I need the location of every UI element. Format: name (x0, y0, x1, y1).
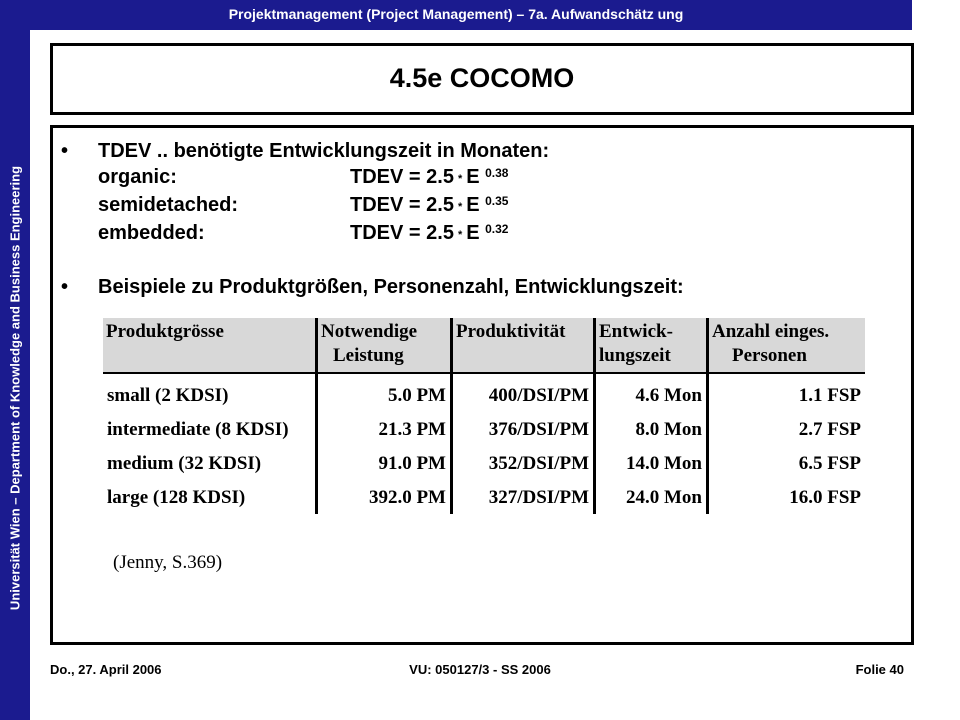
tdev-base: E (466, 166, 480, 188)
table-row (103, 446, 865, 480)
sidebar-text: Universität Wien – Department of Knowledge and Business Engineering (7, 165, 23, 611)
bullet-dot-1: • (61, 140, 69, 162)
slide-title-box (50, 43, 914, 115)
tdev-formula (350, 194, 508, 217)
sidebar-bar (0, 30, 30, 720)
tdev-mode: embedded: (98, 222, 205, 244)
product-size-table (103, 318, 865, 514)
bullet-2-text: Beispiele zu Produktgrößen, Personenzahl, Entwicklungszeit: (98, 276, 684, 298)
tdev-line-semidetached (98, 194, 509, 217)
header-line: Produktgrösse (106, 321, 224, 342)
bullet-dot-2: • (61, 276, 69, 298)
table-header-row (103, 318, 865, 373)
table-cell: 352/DSI/PM (452, 446, 595, 480)
header-line: Personen (732, 345, 807, 366)
table-cell: 91.0 PM (317, 446, 452, 480)
header-line: Anzahl einges. (712, 321, 830, 342)
header-title: Projektmanagement (Project Management) – 7a. Aufwandschätz ung (228, 6, 684, 22)
tdev-exponent: 0.38 (485, 166, 509, 180)
footer-date: Do., 27. April 2006 (50, 662, 162, 677)
multiply-sign: * (457, 201, 463, 213)
header-line: Leistung (333, 345, 404, 366)
multiply-sign: * (457, 229, 463, 241)
table-header-cell (103, 318, 317, 373)
table-cell: 5.0 PM (317, 373, 452, 412)
table-header-cell (452, 318, 595, 373)
table-cell: medium (32 KDSI) (107, 453, 262, 474)
table-cell: 16.0 FSP (708, 480, 866, 514)
header-bar (0, 0, 912, 30)
table-row (103, 412, 865, 446)
table-cell: intermediate (8 KDSI) (107, 419, 289, 440)
tdev-formula-text: TDEV = 2.5 (350, 194, 454, 216)
table-cell: large (128 KDSI) (107, 487, 246, 508)
table-cell: small (2 KDSI) (107, 385, 229, 406)
table-cell: 6.5 FSP (708, 446, 866, 480)
citation: (Jenny, S.369) (113, 552, 223, 573)
tdev-exponent: 0.32 (485, 222, 509, 236)
table-cell: 400/DSI/PM (452, 373, 595, 412)
tdev-formula (350, 166, 508, 189)
table-row (103, 373, 865, 412)
table-header-cell (708, 318, 866, 373)
header-line: Produktivität (456, 321, 566, 342)
table-cell: 4.6 Mon (595, 373, 708, 412)
slide-content-box (50, 125, 914, 645)
tdev-mode: organic: (98, 166, 177, 188)
slide-title: 4.5e COCOMO (389, 63, 575, 93)
table-cell: 24.0 Mon (595, 480, 708, 514)
multiply-sign: * (457, 173, 463, 185)
table-cell: 392.0 PM (317, 480, 452, 514)
tdev-line-embedded (98, 222, 509, 245)
header-line: lungszeit (599, 345, 671, 366)
table-cell: 14.0 Mon (595, 446, 708, 480)
footer-course: VU: 050127/3 - SS 2006 (409, 662, 551, 677)
header-line: Notwendige (321, 321, 418, 342)
table-cell: 1.1 FSP (708, 373, 866, 412)
header-line: Entwick- (599, 321, 673, 342)
tdev-base: E (466, 222, 480, 244)
table-cell: 327/DSI/PM (452, 480, 595, 514)
table-cell: 376/DSI/PM (452, 412, 595, 446)
tdev-formula-text: TDEV = 2.5 (350, 222, 454, 244)
tdev-formula (350, 222, 508, 245)
table-row (103, 480, 865, 514)
tdev-exponent: 0.35 (485, 194, 509, 208)
tdev-line-organic (98, 166, 509, 189)
table-cell: 8.0 Mon (595, 412, 708, 446)
bullet-1-text: TDEV .. benötigte Entwicklungszeit in Monaten: (98, 140, 550, 162)
footer-slide-number: Folie 40 (855, 662, 904, 677)
tdev-base: E (466, 194, 480, 216)
tdev-formula-text: TDEV = 2.5 (350, 166, 454, 188)
table-cell: 21.3 PM (317, 412, 452, 446)
table-cell: 2.7 FSP (708, 412, 866, 446)
table-header-cell (317, 318, 452, 373)
table-header-cell (595, 318, 708, 373)
tdev-mode: semidetached: (98, 194, 239, 216)
